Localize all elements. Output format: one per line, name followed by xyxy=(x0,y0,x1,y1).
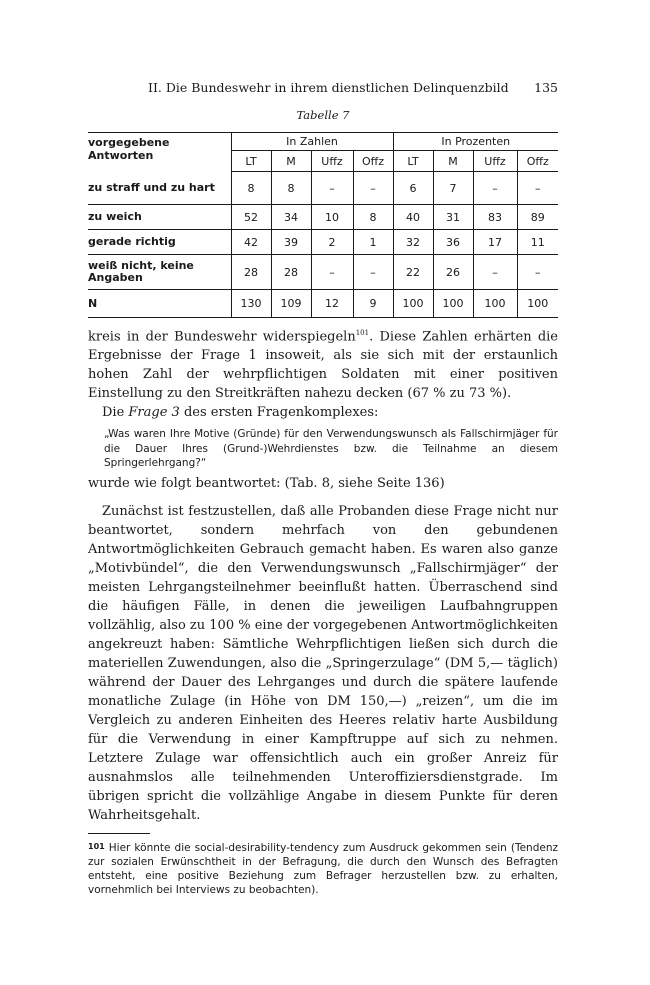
table-cell: 7 xyxy=(433,172,473,205)
table-cell: – xyxy=(311,255,353,290)
footnote-rule xyxy=(88,833,150,834)
table-cell: 6 xyxy=(393,172,433,205)
row-label: zu weich xyxy=(88,205,231,230)
table-cell: 89 xyxy=(517,205,558,230)
table-cell: 36 xyxy=(433,230,473,255)
table-cell: – xyxy=(473,255,517,290)
table-cell: – xyxy=(473,172,517,205)
table-cell: 8 xyxy=(271,172,311,205)
group-header-pct: In Prozenten xyxy=(393,133,558,151)
table-cell: 39 xyxy=(271,230,311,255)
column-header: M xyxy=(271,151,311,172)
question-ref: Frage 3 xyxy=(128,405,180,421)
table-cell: 40 xyxy=(393,205,433,230)
paragraph-4: Zunächst ist festzustellen, daß alle Probanden diese Frage nicht nur beantwortet, sondern mehrfach von den gebundenen Antwortmöglichkeiten Gebrauch gemacht haben. Es waren also ganze „Motivbündel“, die den Verwendungswunsch „Fallschirmjäger“ der meisten Lehrgangsteilnehmer beeinflußt hatten. Überraschend sind die häufigen Fälle, in denen die jeweiligen Laufbahngruppen vollzählig, also zu 100 % eine der vorgegebenen Antwortmöglichkeiten angekreuzt haben: Sämtliche Wehrpflichtigen ließen sich durch die materiellen Zuwendungen, also die „Springerzulage“ (DM 5,— täglich) während der Dauer des Lehrganges und durch die spätere laufende monatliche Zulage (in Höhe von DM 150,—) „reizen“, um die im Vergleich zu anderen Einheiten des Heeres relativ harte Ausbildung für die Verwendung in einer Kampftruppe auf sich zu nehmen. Letztere Zulage war offensichtlich auch ein großer Anreiz für ausnahmslos alle teilnehmenden Unteroffiziersdienstgrade. Im übrigen spricht die vollzählige Angabe in diesem Punkte für deren Wahrheitsgehalt. xyxy=(88,503,558,823)
table-row xyxy=(88,230,558,255)
running-head xyxy=(88,78,558,98)
table-cell: 32 xyxy=(393,230,433,255)
table-cell: – xyxy=(353,255,393,290)
column-header: Uffz xyxy=(311,151,353,172)
table-cell: 100 xyxy=(393,290,433,318)
paragraph-2: Die Frage 3 des ersten Fragenkomplexes: xyxy=(102,405,379,421)
table-cell: 28 xyxy=(271,255,311,290)
table-cell: 12 xyxy=(311,290,353,318)
table-cell: 8 xyxy=(231,172,271,205)
book-page xyxy=(88,78,558,897)
row-header: vorgegebene Antworten xyxy=(88,136,170,162)
table-cell: 42 xyxy=(231,230,271,255)
table-cell: – xyxy=(353,172,393,205)
column-header: Offz xyxy=(353,151,393,172)
table-cell: 31 xyxy=(433,205,473,230)
table-row xyxy=(88,172,558,205)
column-header: Uffz xyxy=(473,151,517,172)
footnote-ref: 101 xyxy=(355,329,370,337)
footnote-text: Hier könnte die social-desirability-tendency zum Ausdruck gekommen sein (Tendenz zur sozialen Erwünschtheit in der Befragung, die durch den Wunsch des Befragten entsteht, eine positive Beziehung zum Befrager herzustellen bzw. zu erhalten, vornehmlich bei Interviews zu beobachten). xyxy=(88,841,558,896)
table-cell: 52 xyxy=(231,205,271,230)
column-header: LT xyxy=(393,151,433,172)
table-cell: 100 xyxy=(517,290,558,318)
column-header: Offz xyxy=(517,151,558,172)
table-cell: 109 xyxy=(271,290,311,318)
table-cell: 2 xyxy=(311,230,353,255)
row-label: weiß nicht, keine Angaben xyxy=(88,259,194,284)
paragraph-1: kreis in der Bundeswehr widerspiegeln$^{101}$. Diese Zahlen erhärten die Ergebnisse der Frage 1 insoweit, als sie sich mit der erstaunlich hohen Zahl der wehrpflichtigen Soldaten mit einer positiven Einstellung zu den Streitkräften nahezu decken (67 % zu 73 %). xyxy=(88,329,558,402)
table-cell: 130 xyxy=(231,290,271,318)
table-cell: 26 xyxy=(433,255,473,290)
table-cell: 10 xyxy=(311,205,353,230)
paragraph-3: wurde wie folgt beantwortet: (Tab. 8, siehe Seite 136) xyxy=(88,475,445,491)
answers-table xyxy=(88,132,558,318)
table-cell: 100 xyxy=(473,290,517,318)
table-cell: 17 xyxy=(473,230,517,255)
table-row xyxy=(88,255,558,290)
column-header: M xyxy=(433,151,473,172)
footnote xyxy=(88,840,558,897)
table-row xyxy=(88,205,558,230)
table-cell: 83 xyxy=(473,205,517,230)
table-cell: – xyxy=(517,172,558,205)
table-title: Tabelle 7 xyxy=(296,108,350,122)
table-cell: 34 xyxy=(271,205,311,230)
page-number: 135 xyxy=(534,80,558,95)
table-cell: 28 xyxy=(231,255,271,290)
table-row-total xyxy=(88,290,558,318)
row-label: gerade richtig xyxy=(88,230,231,255)
table-cell: 1 xyxy=(353,230,393,255)
row-label: zu straff und zu hart xyxy=(88,172,231,205)
running-title: II. Die Bundeswehr in ihrem dienstlichen Delinquenzbild xyxy=(148,80,509,95)
column-header: LT xyxy=(231,151,271,172)
quoted-question: „Was waren Ihre Motive (Gründe) für den Verwendungswunsch als Fallschirmjäger für die Dauer Ihres (Grund-)Wehrdienstes bzw. die Teilnahme an diesem Springerlehrgang?“ xyxy=(104,428,558,470)
row-label: N xyxy=(88,290,231,318)
table-cell: 9 xyxy=(353,290,393,318)
table-cell: 11 xyxy=(517,230,558,255)
table-cell: – xyxy=(311,172,353,205)
group-header-abs: In Zahlen xyxy=(231,133,393,151)
table-cell: – xyxy=(517,255,558,290)
table-cell: 8 xyxy=(353,205,393,230)
table-cell: 22 xyxy=(393,255,433,290)
table-cell: 100 xyxy=(433,290,473,318)
footnote-mark: 101 xyxy=(88,841,105,851)
